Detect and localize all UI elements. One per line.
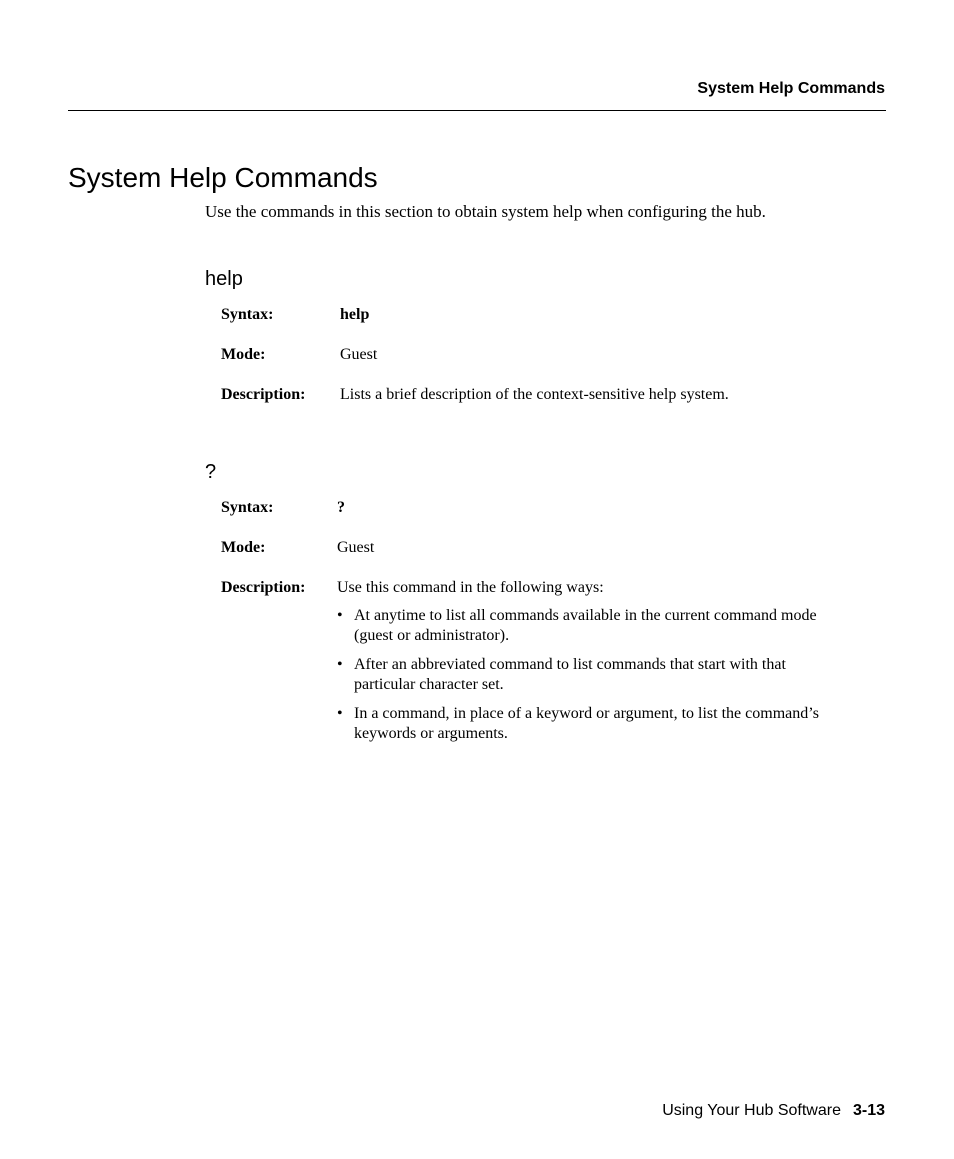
bullet-text-line: keywords or arguments.: [354, 725, 508, 742]
mode-label: Mode:: [221, 539, 266, 556]
description-label: Description:: [221, 579, 306, 596]
bullet-icon: •: [337, 705, 343, 722]
footer-book-title: Using Your Hub Software: [662, 1102, 841, 1119]
usage-bullet-list: [337, 606, 857, 753]
mode-value: Guest: [337, 539, 375, 556]
list-item: [337, 606, 857, 646]
page-number: 3-13: [852, 1102, 885, 1119]
command-heading-help: help: [205, 268, 243, 290]
header-rule: [68, 110, 886, 111]
description-value: Lists a brief description of the context-sensitive help system.: [340, 386, 729, 403]
description-value: Use this command in the following ways:: [337, 579, 604, 596]
bullet-text-line: particular character set.: [354, 676, 504, 693]
command-heading-question-mark: ?: [205, 461, 217, 483]
syntax-label: Syntax:: [221, 499, 274, 516]
bullet-text-line: (guest or administrator).: [354, 627, 510, 644]
list-item: [337, 704, 857, 744]
page-title: System Help Commands: [68, 162, 378, 193]
bullet-text-line: At anytime to list all commands available in the current command mode: [354, 607, 817, 624]
syntax-value: help: [340, 306, 370, 323]
list-item: [337, 655, 857, 695]
syntax-label: Syntax:: [221, 306, 274, 323]
bullet-text-line: After an abbreviated command to list commands that start with that: [354, 656, 786, 673]
section-intro: Use the commands in this section to obtain system help when configuring the hub.: [205, 202, 766, 221]
bullet-text-line: In a command, in place of a keyword or argument, to list the command’s: [354, 705, 819, 722]
mode-value: Guest: [340, 346, 378, 363]
page-footer: [662, 1102, 885, 1120]
mode-label: Mode:: [221, 346, 266, 363]
bullet-icon: •: [337, 607, 343, 624]
bullet-icon: •: [337, 656, 343, 673]
syntax-value: ?: [337, 499, 345, 516]
description-label: Description:: [221, 386, 306, 403]
running-header: System Help Commands: [697, 80, 885, 97]
